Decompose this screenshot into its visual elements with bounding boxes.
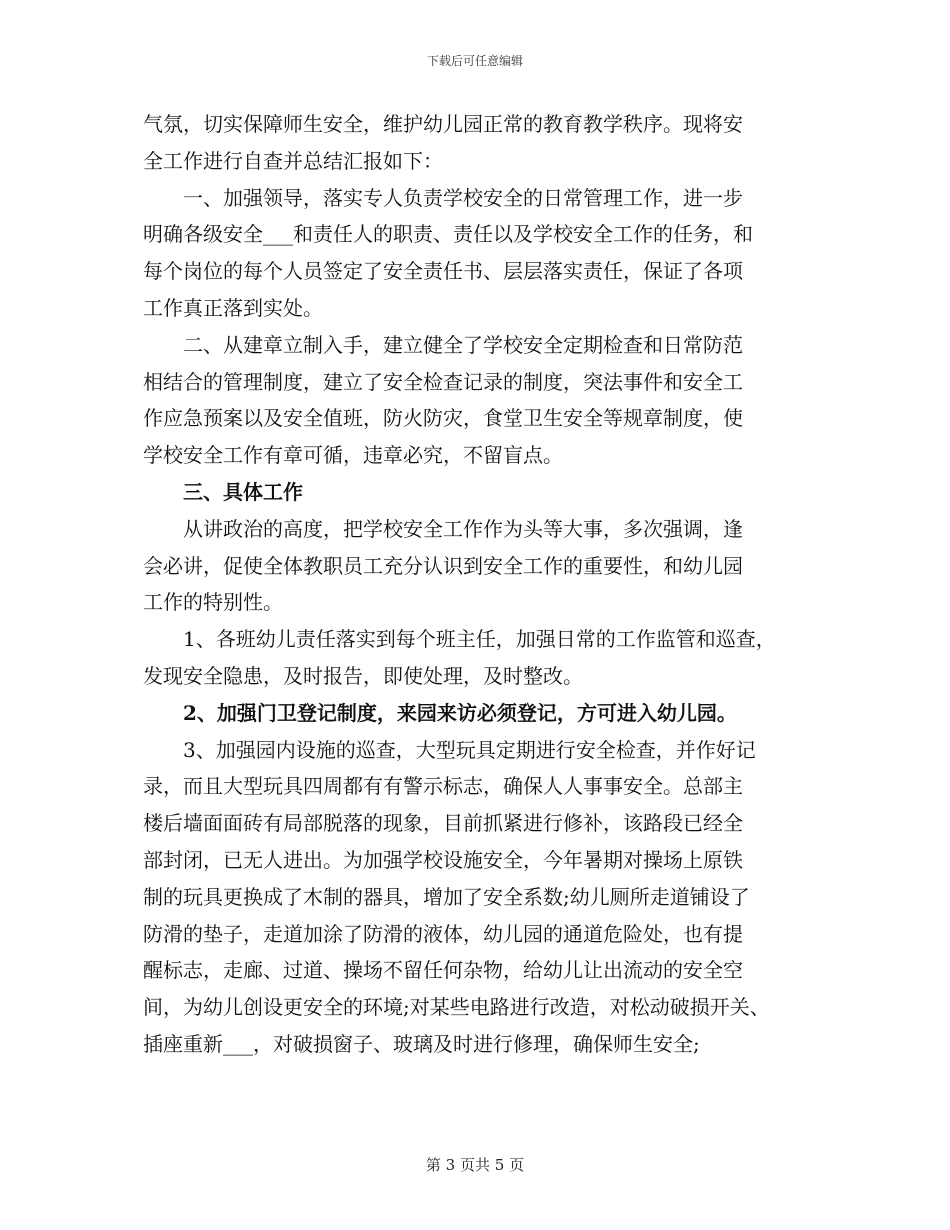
body-text	[143, 106, 807, 1063]
paragraph-line: 醒标志，走廊、过道、操场不留任何杂物，给幼儿让出流动的安全空	[143, 958, 743, 983]
header-note: 下载后可任意编辑	[426, 54, 523, 68]
paragraph-line: 间，为幼儿创设更安全的环境;对某些电路进行改造，对松动破损开关、	[143, 995, 770, 1020]
paragraph-line: 学校安全工作有章可循，违章必究，不留盲点。	[143, 443, 563, 468]
page-number: 第 3 页共 5 页	[425, 1156, 525, 1174]
section-heading: 三、具体工作	[183, 479, 303, 504]
paragraph-line: 从讲政治的高度，把学校安全工作作为头等大事，多次强调，逢	[183, 516, 743, 541]
paragraph-line: 每个岗位的每个人员签定了安全责任书、层层落实责任，保证了各项	[143, 259, 743, 284]
paragraph-line: 1、各班幼儿责任落实到每个班主任，加强日常的工作监管和巡查，	[183, 627, 776, 652]
paragraph-line: 全工作进行自查并总结汇报如下：	[143, 148, 443, 173]
paragraph-line: 楼后墙面面砖有局部脱落的现象，目前抓紧进行修补，该路段已经全	[143, 811, 743, 836]
paragraph-line: 作应急预案以及安全值班，防火防灾，食堂卫生安全等规章制度，使	[143, 406, 743, 431]
bold-paragraph-line: 2、加强门卫登记制度，来园来访必须登记，方可进入幼儿园。	[183, 700, 737, 725]
paragraph-line: 部封闭，已无人进出。为加强学校设施安全，今年暑期对操场上原铁	[143, 847, 743, 872]
paragraph-line: 二、从建章立制入手，建立健全了学校安全定期检查和日常防范	[183, 332, 743, 357]
paragraph-line: 气氛，切实保障师生安全，维护幼儿园正常的教育教学秩序。现将安	[143, 112, 743, 136]
paragraph-line: 明确各级安全___和责任人的职责、责任以及学校安全工作的任务，和	[143, 222, 753, 247]
paragraph-line: 会必讲，促使全体教职员工充分认识到安全工作的重要性，和幼儿园	[143, 553, 743, 578]
paragraph-line: 制的玩具更换成了木制的器具，增加了安全系数;幼儿厕所走道铺设了	[143, 884, 750, 909]
paragraph-line: 插座重新___，对破损窗子、玻璃及时进行修理，确保师生安全;	[143, 1031, 700, 1056]
paragraph-line: 防滑的垫子，走道加涂了防滑的液体，幼儿园的通道危险处，也有提	[143, 921, 743, 946]
paragraph-line: 3、加强园内设施的巡查，大型玩具定期进行安全检查，并作好记	[183, 737, 756, 762]
paragraph-line: 相结合的管理制度，建立了安全检查记录的制度，突法事件和安全工	[143, 369, 743, 394]
paragraph-line: 工作的特别性。	[143, 590, 283, 615]
paragraph-line: 发现安全隐患，及时报告，即使处理，及时整改。	[143, 663, 583, 688]
paragraph-line: 录，而且大型玩具四周都有有警示标志，确保人人事事安全。总部主	[143, 774, 743, 799]
paragraph-line: 一、加强领导，落实专人负责学校安全的日常管理工作，进一步	[183, 185, 743, 210]
paragraph-line: 工作真正落到实处。	[143, 295, 323, 320]
